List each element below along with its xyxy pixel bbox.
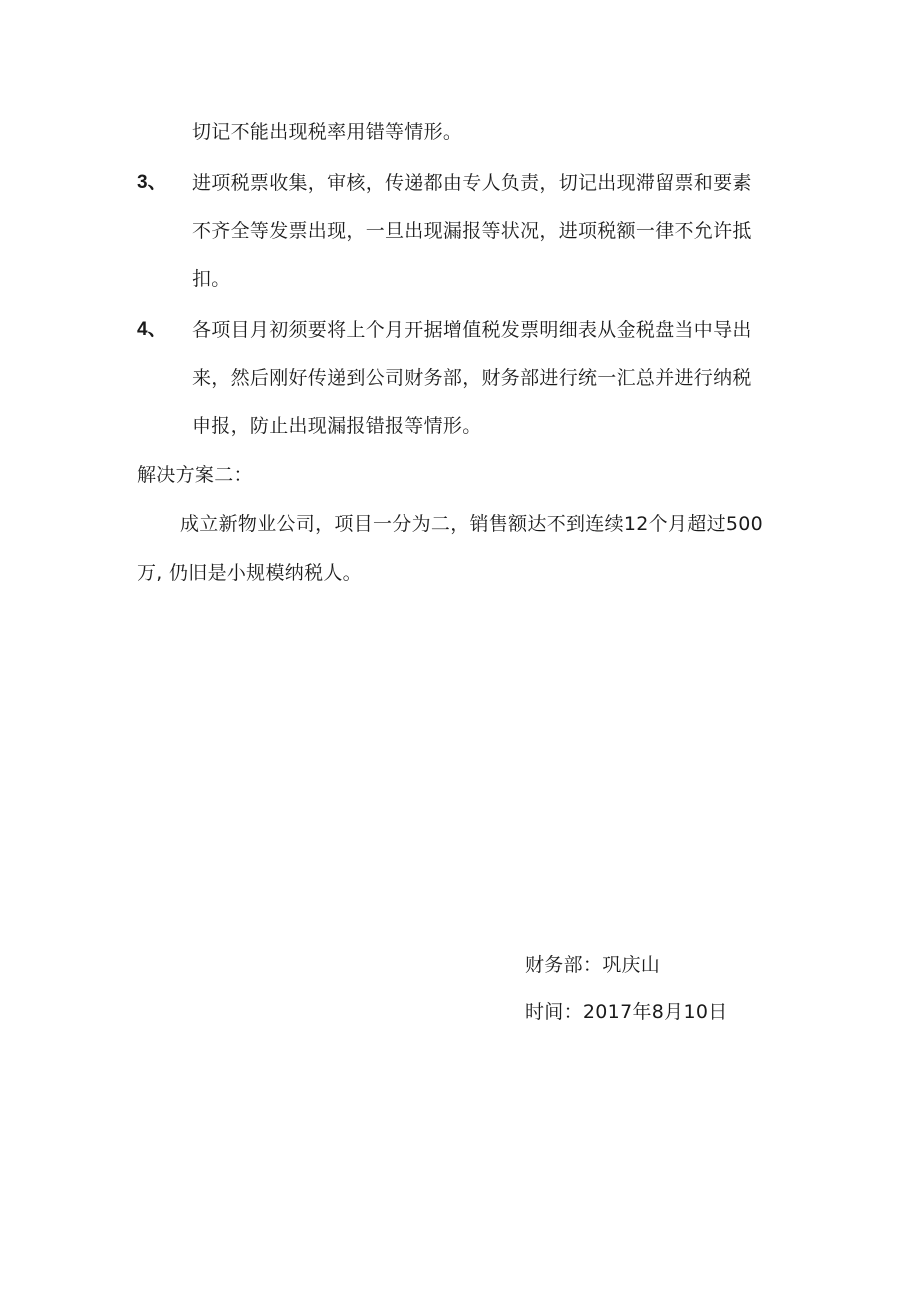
continuation-line: 切记不能出现税率用错等情形。 (192, 121, 463, 143)
solution-heading: 解决方案二： (137, 464, 253, 486)
item-4-line-2: 来，然后刚好传递到公司财务部，财务部进行统一汇总并进行纳税 (192, 367, 752, 389)
item-3-line-3: 扣。 (192, 268, 231, 290)
item-3-line-1: 进项税票收集，审核，传递都由专人负责，切记出现滞留票和要素 (192, 172, 752, 194)
solution-line-2: 万, 仍旧是小规模纳税人。 (137, 562, 362, 584)
item-4-line-1: 各项目月初须要将上个月开据增值税发票明细表从金税盘当中导出 (192, 319, 752, 341)
solution-line-1: 成立新物业公司，项目一分为二，销售额达不到连续12个月超过500 (180, 513, 764, 535)
item-number-4: 4、 (137, 319, 167, 340)
signature-date: 时间：2017年8月10日 (525, 1001, 728, 1023)
signature-department: 财务部：巩庆山 (525, 954, 661, 976)
item-number-3: 3、 (137, 172, 167, 193)
item-4-line-3: 申报，防止出现漏报错报等情形。 (192, 415, 482, 437)
item-3-line-2: 不齐全等发票出现，一旦出现漏报等状况，进项税额一律不允许抵 (192, 220, 752, 242)
